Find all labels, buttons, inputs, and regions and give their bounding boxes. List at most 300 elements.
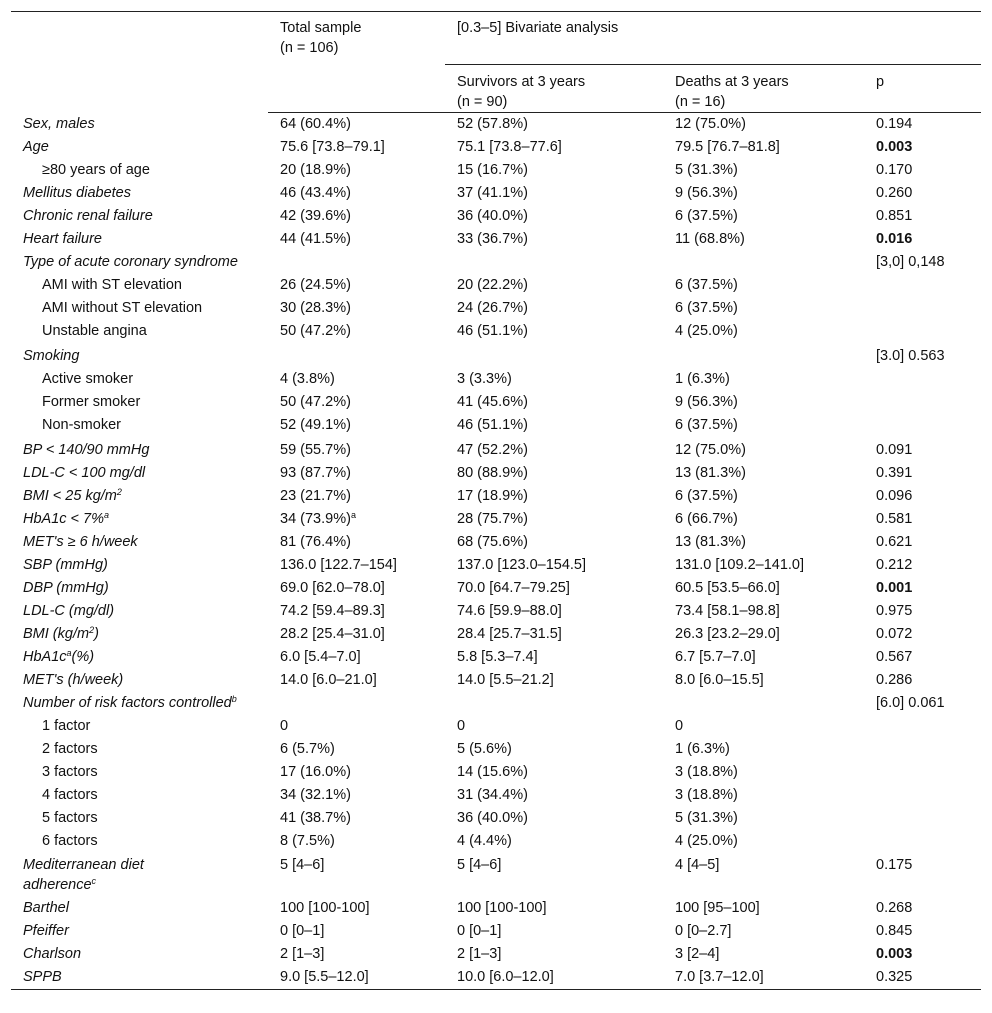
row-label-text: LDL-C (mg/dl) <box>23 603 115 619</box>
survivors-cell-value: 5.8 [5.3–7.4] <box>457 649 538 665</box>
row-label <box>11 715 268 738</box>
table-row <box>11 646 981 669</box>
row-label-text: MET's (h/week) <box>23 672 124 688</box>
deaths-cell <box>663 807 864 830</box>
survivors-cell <box>445 853 663 897</box>
row-label-text: Pfeiffer <box>23 923 69 939</box>
table-row <box>11 437 981 462</box>
total-sample-cell <box>268 554 445 577</box>
survivors-cell-value: 33 (36.7%) <box>457 231 528 247</box>
deaths-cell <box>663 600 864 623</box>
survivors-cell <box>445 738 663 761</box>
deaths-cell <box>663 182 864 205</box>
header-bivariate: [0.3–5] Bivariate analysis <box>445 12 981 65</box>
total-sample-cell <box>268 485 445 508</box>
survivors-cell <box>445 897 663 920</box>
row-label <box>11 761 268 784</box>
survivors-cell-value: 14.0 [5.5–21.2] <box>457 672 554 688</box>
survivors-cell-value: 24 (26.7%) <box>457 300 528 316</box>
survivors-cell <box>445 761 663 784</box>
survivors-cell <box>445 297 663 320</box>
survivors-cell-value: 36 (40.0%) <box>457 208 528 224</box>
table-row <box>11 715 981 738</box>
total-sample-cell-value: 0 [0–1] <box>280 923 325 939</box>
total-sample-label: Total sample <box>280 20 362 36</box>
total-sample-cell <box>268 966 445 990</box>
deaths-cell <box>663 669 864 692</box>
survivors-cell-value: 5 [4–6] <box>457 857 502 873</box>
row-label-text: Former smoker <box>42 394 141 410</box>
total-sample-cell-value: 50 (47.2%) <box>280 394 351 410</box>
row-label-text: Age <box>23 139 49 155</box>
row-label <box>11 943 268 966</box>
survivors-label: Survivors at 3 years <box>457 74 586 90</box>
footnote-marker: a <box>350 510 356 520</box>
row-label-suffix: (%) <box>71 649 95 665</box>
row-label-text: 3 factors <box>42 764 98 780</box>
total-sample-cell <box>268 113 445 137</box>
row-label <box>11 531 268 554</box>
survivors-cell-value: 0 [0–1] <box>457 923 502 939</box>
row-label-text: Charlson <box>23 946 82 962</box>
table-row <box>11 761 981 784</box>
total-sample-cell <box>268 577 445 600</box>
total-sample-cell-value: 14.0 [6.0–21.0] <box>280 672 377 688</box>
total-sample-cell <box>268 297 445 320</box>
table-row <box>11 485 981 508</box>
row-label-text: Sex, males <box>23 115 95 132</box>
survivors-n: (n = 90) <box>457 94 508 110</box>
p-value-cell <box>864 943 981 966</box>
deaths-cell <box>663 943 864 966</box>
deaths-cell-value: 12 (75.0%) <box>675 442 746 458</box>
p-value-cell-value: [3.0] 0.563 <box>876 348 945 364</box>
survivors-cell <box>445 508 663 531</box>
table-row <box>11 784 981 807</box>
deaths-cell <box>663 784 864 807</box>
row-label <box>11 692 268 715</box>
row-label <box>11 391 268 414</box>
header-p: p <box>864 65 981 113</box>
deaths-cell <box>663 485 864 508</box>
row-label-text: 4 factors <box>42 787 98 803</box>
row-label-text: 1 factor <box>42 718 91 734</box>
survivors-cell <box>445 274 663 297</box>
survivors-cell-value: 74.6 [59.9–88.0] <box>457 603 562 619</box>
p-value-cell <box>864 715 981 738</box>
deaths-cell <box>663 830 864 853</box>
deaths-cell <box>663 414 864 437</box>
table-row <box>11 554 981 577</box>
survivors-cell-value: 4 (4.4%) <box>457 833 512 849</box>
p-value-cell <box>864 623 981 646</box>
p-value-cell-value: 0.003 <box>876 946 913 962</box>
p-value-cell-value: 0.072 <box>876 626 913 642</box>
total-sample-cell-value: 28.2 [25.4–31.0] <box>280 626 385 642</box>
deaths-cell <box>663 205 864 228</box>
total-sample-cell <box>268 669 445 692</box>
survivors-cell-value: 100 [100-100] <box>457 900 547 916</box>
row-label <box>11 437 268 462</box>
total-sample-cell <box>268 368 445 391</box>
table-body <box>11 113 981 990</box>
deaths-cell-value: 13 (81.3%) <box>675 465 746 481</box>
p-value-cell <box>864 437 981 462</box>
deaths-cell <box>663 853 864 897</box>
deaths-cell-value: 6 (37.5%) <box>675 417 738 433</box>
deaths-cell-value: 9 (56.3%) <box>675 394 738 410</box>
p-value-cell-value: 0.975 <box>876 603 913 619</box>
p-value-cell-value: 0.175 <box>876 857 913 873</box>
total-sample-cell <box>268 807 445 830</box>
deaths-cell <box>663 136 864 159</box>
deaths-cell-value: 6 (37.5%) <box>675 277 738 293</box>
row-label-text: SBP (mmHg) <box>23 557 108 573</box>
row-label <box>11 623 268 646</box>
p-value-cell-value: 0.567 <box>876 649 913 665</box>
deaths-label: Deaths at 3 years <box>675 74 789 90</box>
survivors-cell <box>445 462 663 485</box>
total-sample-cell <box>268 531 445 554</box>
deaths-cell-value: 79.5 [76.7–81.8] <box>675 139 780 155</box>
total-sample-cell <box>268 182 445 205</box>
row-label-text: BMI (kg/m <box>23 626 90 642</box>
row-label <box>11 669 268 692</box>
deaths-cell-value: 6 (66.7%) <box>675 511 738 527</box>
p-value-cell <box>864 692 981 715</box>
table-row <box>11 343 981 368</box>
total-sample-cell-value: 4 (3.8%) <box>280 371 335 387</box>
table-row <box>11 966 981 990</box>
survivors-cell-value: 41 (45.6%) <box>457 394 528 410</box>
p-value-cell <box>864 554 981 577</box>
table-row <box>11 897 981 920</box>
p-value-cell <box>864 738 981 761</box>
row-label <box>11 136 268 159</box>
row-label-text: DBP (mmHg) <box>23 580 109 596</box>
p-value-cell-value: 0.096 <box>876 488 913 504</box>
total-sample-cell-value: 9.0 [5.5–12.0] <box>280 969 369 985</box>
table-row <box>11 577 981 600</box>
total-sample-cell <box>268 830 445 853</box>
total-sample-cell-value: 64 (60.4%) <box>280 116 351 132</box>
deaths-cell-value: 6 (37.5%) <box>675 208 738 224</box>
total-sample-cell <box>268 159 445 182</box>
survivors-cell <box>445 113 663 137</box>
table-row <box>11 943 981 966</box>
total-sample-cell <box>268 738 445 761</box>
row-label <box>11 966 268 990</box>
row-label <box>11 205 268 228</box>
row-label-suffix: ) <box>94 626 99 642</box>
deaths-cell-value: 0 <box>675 718 684 734</box>
survivors-cell-value: 31 (34.4%) <box>457 787 528 803</box>
survivors-cell-value: 14 (15.6%) <box>457 764 528 780</box>
survivors-cell <box>445 368 663 391</box>
row-label-text: SPPB <box>23 969 62 985</box>
survivors-cell-value: 3 (3.3%) <box>457 371 512 387</box>
survivors-cell <box>445 159 663 182</box>
survivors-cell <box>445 437 663 462</box>
table-row <box>11 159 981 182</box>
p-value-cell-value: 0.581 <box>876 511 913 527</box>
deaths-cell-value: 100 [95–100] <box>675 900 760 916</box>
survivors-cell-value: 37 (41.1%) <box>457 185 528 201</box>
deaths-cell-value: 3 (18.8%) <box>675 787 738 803</box>
p-value-cell-value: 0.003 <box>876 139 913 155</box>
p-value-cell-value: 0.325 <box>876 969 913 985</box>
total-sample-cell <box>268 853 445 897</box>
p-value-cell-value: 0.016 <box>876 231 913 247</box>
survivors-cell <box>445 485 663 508</box>
p-value-cell-value: 0.194 <box>876 116 913 132</box>
survivors-cell <box>445 343 663 368</box>
p-value-cell-value: 0.391 <box>876 465 913 481</box>
footnote-marker: 2 <box>89 625 95 635</box>
total-sample-cell-value: 34 (73.9%) <box>280 511 351 527</box>
deaths-cell <box>663 274 864 297</box>
survivors-cell <box>445 182 663 205</box>
total-sample-cell-value: 20 (18.9%) <box>280 162 351 178</box>
total-sample-cell-value: 2 [1–3] <box>280 946 325 962</box>
deaths-cell <box>663 113 864 137</box>
p-value-cell-value: 0.851 <box>876 208 913 224</box>
survivors-cell-value: 17 (18.9%) <box>457 488 528 504</box>
deaths-cell <box>663 391 864 414</box>
row-label-text: Number of risk factors controlled <box>23 695 232 711</box>
row-label <box>11 897 268 920</box>
row-label-text: Chronic renal failure <box>23 208 153 224</box>
survivors-cell <box>445 251 663 274</box>
total-sample-cell <box>268 437 445 462</box>
deaths-cell <box>663 437 864 462</box>
survivors-cell-value: 5 (5.6%) <box>457 741 512 757</box>
total-sample-cell-value: 46 (43.4%) <box>280 185 351 201</box>
deaths-cell-value: 6 (37.5%) <box>675 488 738 504</box>
row-label-text: Heart failure <box>23 231 102 247</box>
deaths-cell <box>663 897 864 920</box>
total-sample-cell <box>268 391 445 414</box>
total-sample-cell-value: 59 (55.7%) <box>280 442 351 458</box>
deaths-cell-value: 7.0 [3.7–12.0] <box>675 969 764 985</box>
survivors-cell-value: 75.1 [73.8–77.6] <box>457 139 562 155</box>
deaths-cell-value: 5 (31.3%) <box>675 162 738 178</box>
total-sample-cell-value: 75.6 [73.8–79.1] <box>280 139 385 155</box>
header-total-sample <box>268 12 445 113</box>
p-value-cell <box>864 368 981 391</box>
p-value-cell <box>864 807 981 830</box>
table-row <box>11 251 981 274</box>
survivors-cell <box>445 646 663 669</box>
total-sample-cell <box>268 943 445 966</box>
deaths-cell <box>663 343 864 368</box>
total-sample-cell-value: 81 (76.4%) <box>280 534 351 550</box>
p-value-cell <box>864 897 981 920</box>
row-label-text: Active smoker <box>42 371 134 387</box>
deaths-cell <box>663 531 864 554</box>
deaths-cell-value: 3 (18.8%) <box>675 764 738 780</box>
table-row <box>11 830 981 853</box>
p-value-cell-value: 0.091 <box>876 442 913 458</box>
p-value-cell <box>864 485 981 508</box>
row-label <box>11 920 268 943</box>
deaths-cell <box>663 297 864 320</box>
table-row <box>11 274 981 297</box>
p-value-cell-value: 0.260 <box>876 185 913 201</box>
row-label-text: HbA1c <box>23 649 67 665</box>
row-label <box>11 414 268 437</box>
p-value-cell <box>864 274 981 297</box>
survivors-cell <box>445 692 663 715</box>
survivors-cell-value: 20 (22.2%) <box>457 277 528 293</box>
deaths-cell-value: 1 (6.3%) <box>675 371 730 387</box>
p-value-cell <box>864 531 981 554</box>
p-value-cell <box>864 297 981 320</box>
p-value-cell-value: [6.0] 0.061 <box>876 695 945 711</box>
total-sample-cell <box>268 623 445 646</box>
p-value-cell <box>864 159 981 182</box>
survivors-cell-value: 137.0 [123.0–154.5] <box>457 557 587 573</box>
deaths-cell <box>663 462 864 485</box>
row-label <box>11 485 268 508</box>
row-label-text: 2 factors <box>42 741 98 757</box>
survivors-cell <box>445 943 663 966</box>
deaths-cell <box>663 738 864 761</box>
deaths-cell <box>663 368 864 391</box>
deaths-cell <box>663 692 864 715</box>
survivors-cell <box>445 623 663 646</box>
footnote-marker: 2 <box>116 487 122 497</box>
row-label <box>11 508 268 531</box>
total-sample-cell-value: 93 (87.7%) <box>280 465 351 481</box>
footnote-marker: a <box>66 648 72 658</box>
deaths-cell-value: 6 (37.5%) <box>675 300 738 316</box>
survivors-cell-value: 36 (40.0%) <box>457 810 528 826</box>
total-sample-cell <box>268 205 445 228</box>
row-label <box>11 368 268 391</box>
deaths-n: (n = 16) <box>675 94 726 110</box>
survivors-cell <box>445 830 663 853</box>
deaths-cell-value: 131.0 [109.2–141.0] <box>675 557 805 573</box>
row-label-text: LDL-C < 100 mg/dl <box>23 465 146 481</box>
survivors-cell-value: 28 (75.7%) <box>457 511 528 527</box>
deaths-cell <box>663 251 864 274</box>
survivors-cell <box>445 531 663 554</box>
p-value-cell <box>864 577 981 600</box>
survivors-cell <box>445 228 663 251</box>
total-sample-cell <box>268 600 445 623</box>
p-value-cell-value: 0.286 <box>876 672 913 688</box>
table-row <box>11 669 981 692</box>
survivors-cell <box>445 205 663 228</box>
deaths-cell <box>663 920 864 943</box>
row-label <box>11 646 268 669</box>
deaths-cell-value: 26.3 [23.2–29.0] <box>675 626 780 642</box>
row-label <box>11 113 268 137</box>
p-value-cell-value: 0.001 <box>876 580 913 596</box>
total-sample-cell <box>268 136 445 159</box>
header-survivors <box>445 65 663 113</box>
p-value-cell <box>864 251 981 274</box>
table-row <box>11 508 981 531</box>
survivors-cell-value: 80 (88.9%) <box>457 465 528 481</box>
row-label-text: Barthel <box>23 900 69 916</box>
row-label-text: 6 factors <box>42 833 98 849</box>
deaths-cell <box>663 554 864 577</box>
p-value-cell <box>864 205 981 228</box>
deaths-cell-value: 4 [4–5] <box>675 857 720 873</box>
table-row <box>11 182 981 205</box>
row-label <box>11 343 268 368</box>
row-label-text: AMI with ST elevation <box>42 277 182 293</box>
table-row <box>11 920 981 943</box>
total-sample-cell <box>268 692 445 715</box>
row-label-text: BP < 140/90 mmHg <box>23 442 150 458</box>
total-sample-cell-value: 50 (47.2%) <box>280 323 351 339</box>
survivors-cell-value: 68 (75.6%) <box>457 534 528 550</box>
row-label <box>11 320 268 343</box>
deaths-cell-value: 73.4 [58.1–98.8] <box>675 603 780 619</box>
table-row <box>11 368 981 391</box>
table-row <box>11 600 981 623</box>
table-row <box>11 623 981 646</box>
row-label <box>11 600 268 623</box>
p-value-cell <box>864 113 981 137</box>
deaths-cell-value: 12 (75.0%) <box>675 116 746 132</box>
deaths-cell <box>663 320 864 343</box>
total-sample-cell <box>268 715 445 738</box>
row-label-text: Unstable angina <box>42 323 147 339</box>
table-row <box>11 136 981 159</box>
total-sample-n: (n = 106) <box>280 40 339 56</box>
results-table <box>11 11 981 990</box>
total-sample-cell <box>268 920 445 943</box>
p-value-cell-value: 0.621 <box>876 534 913 550</box>
survivors-cell <box>445 320 663 343</box>
p-value-cell-value: 0.845 <box>876 923 913 939</box>
table-row <box>11 113 981 137</box>
total-sample-cell-value: 100 [100-100] <box>280 900 370 916</box>
header-empty-cell <box>11 12 268 113</box>
row-label <box>11 738 268 761</box>
row-label-text: Non-smoker <box>42 417 121 433</box>
p-value-cell-value: 0.170 <box>876 162 913 178</box>
total-sample-cell-value: 17 (16.0%) <box>280 764 351 780</box>
row-label-text: 5 factors <box>42 810 98 826</box>
survivors-cell <box>445 920 663 943</box>
p-value-cell <box>864 761 981 784</box>
survivors-cell-value: 15 (16.7%) <box>457 162 528 178</box>
total-sample-cell-value: 30 (28.3%) <box>280 300 351 316</box>
row-label <box>11 784 268 807</box>
table-row <box>11 692 981 715</box>
total-sample-cell <box>268 508 445 531</box>
deaths-cell-value: 4 (25.0%) <box>675 323 738 339</box>
p-value-cell-value: 0.212 <box>876 557 913 573</box>
survivors-cell-value: 28.4 [25.7–31.5] <box>457 626 562 642</box>
row-label <box>11 807 268 830</box>
p-value-cell-value: 0.268 <box>876 900 913 916</box>
row-label <box>11 554 268 577</box>
p-value-cell <box>864 920 981 943</box>
total-sample-cell <box>268 646 445 669</box>
row-label-text: Type of acute coronary syndrome <box>23 254 238 270</box>
p-value-cell-value: [3,0] 0,148 <box>876 254 945 270</box>
total-sample-cell-value: 42 (39.6%) <box>280 208 351 224</box>
deaths-cell-value: 13 (81.3%) <box>675 534 746 550</box>
deaths-cell-value: 4 (25.0%) <box>675 833 738 849</box>
footnote-marker: b <box>231 694 237 704</box>
